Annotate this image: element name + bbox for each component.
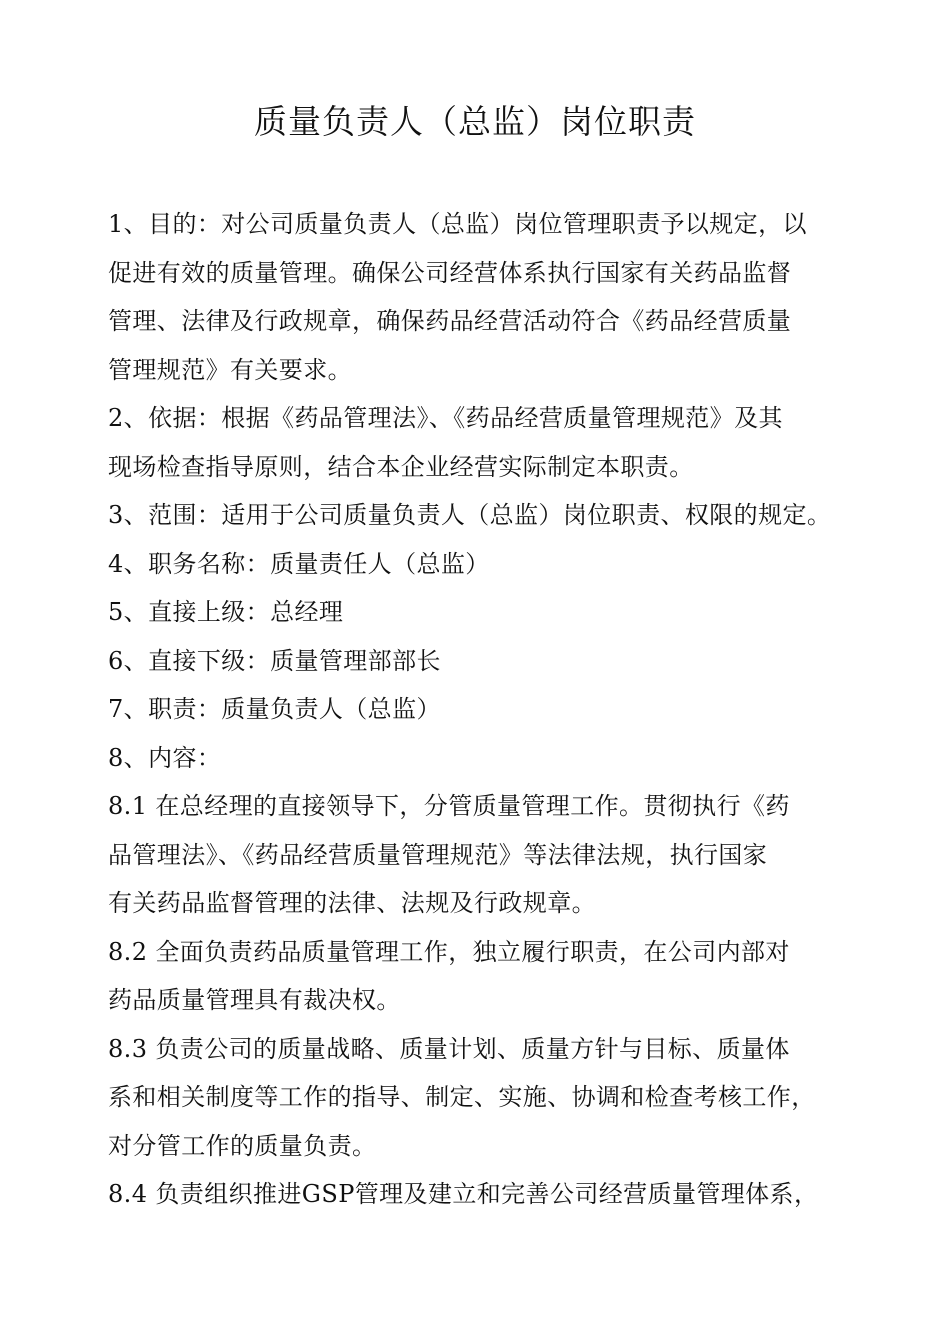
paragraph-superior [108,588,858,637]
text-line: 5、直接上级：总经理 [108,598,344,626]
paragraph-item-8-1 [108,782,858,928]
text-line: 3、范围：适用于公司质量负责人（总监）岗位职责、权限的规定。 [108,501,832,529]
text-line: 促进有效的质量管理。确保公司经营体系执行国家有关药品监督 [108,258,792,287]
text-line: 8.1 在总经理的直接领导下，分管质量管理工作。贯彻执行《药 [108,792,790,820]
text-line: 8.4 负责组织推进GSP管理及建立和完善公司经营质量管理体系， [108,1180,819,1208]
text-line: 4、职务名称：质量责任人（总监） [108,549,490,578]
text-line: 有关药品监督管理的法律、法规及行政规章。 [108,889,596,917]
text-line: 管理、法律及行政规章，确保药品经营活动符合《药品经营质量 [108,307,792,335]
text-line: 1、目的：对公司质量负责人（总监）岗位管理职责予以规定，以 [108,210,807,238]
paragraph-basis [108,394,858,491]
text-line: 管理规范》有关要求。 [108,355,352,384]
paragraph-purpose [108,200,858,394]
paragraph-subordinate [108,637,858,686]
paragraph-item-8-2 [108,928,858,1025]
paragraph-item-8-4 [108,1170,858,1219]
document-body [108,200,858,1219]
document-title: 质量负责人（总监）岗位职责 [254,102,696,141]
text-line: 7、职责：质量负责人（总监） [108,695,441,723]
paragraph-position-name [108,540,858,589]
paragraph-item-8-3 [108,1025,858,1171]
text-line: 8.3 负责公司的质量战略、质量计划、质量方针与目标、质量体 [108,1034,790,1063]
text-line: 系和相关制度等工作的指导、制定、实施、协调和检查考核工作， [108,1083,816,1111]
text-line: 对分管工作的质量负责。 [108,1131,377,1160]
paragraph-scope [108,491,858,540]
paragraph-content-heading [108,734,858,783]
text-line: 药品质量管理具有裁决权。 [108,986,401,1014]
text-line: 8、内容： [108,743,222,772]
text-line: 品管理法》、《药品经营质量管理规范》等法律法规，执行国家 [108,840,768,869]
text-line: 现场检查指导原则，结合本企业经营实际制定本职责。 [108,452,694,481]
text-line: 2、依据：根据《药品管理法》、《药品经营质量管理规范》及其 [108,404,783,432]
text-line: 8.2 全面负责药品质量管理工作，独立履行职责，在公司内部对 [108,937,790,966]
text-line: 6、直接下级：质量管理部部长 [108,646,441,675]
paragraph-responsibility [108,685,858,734]
